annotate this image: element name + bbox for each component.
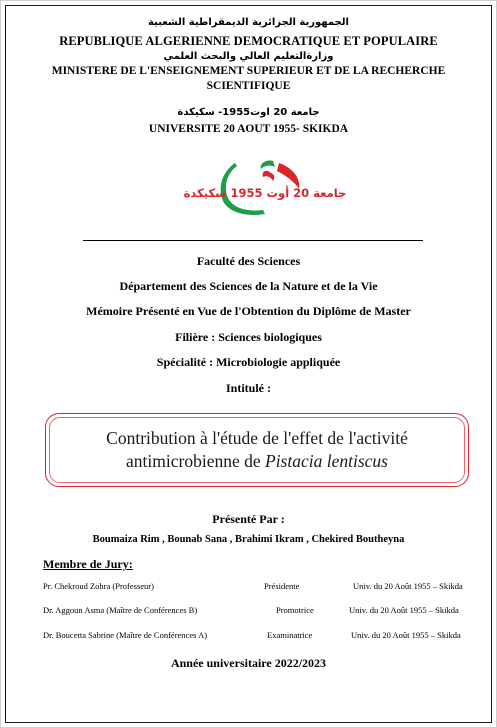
university-heading: UNIVERSITE 20 AOUT 1955- SKIKDA: [148, 123, 349, 135]
ministry-heading-line1: MINISTERE DE L'ENSEIGNEMENT SUPERIEUR ET DE LA RECHERCHE: [51, 65, 446, 77]
jury-row: [1, 630, 496, 644]
jury-member-role: Promotrice: [276, 605, 314, 615]
jury-member-affiliation: Univ. du 20 Août 1955 – Skikda: [349, 605, 459, 615]
presented-by-label: Présenté Par :: [212, 512, 285, 526]
jury-member-name: Pr. Chekroud Zohra (Professeur): [43, 581, 154, 591]
jury-row: [1, 581, 496, 595]
memoire-line: Mémoire Présenté en Vue de l'Obtention du Diplôme de Master: [86, 304, 411, 318]
ministry-heading-line2: SCIENTIFIQUE: [206, 80, 291, 92]
thesis-title: [49, 417, 465, 483]
thesis-title-line2-prefix: antimicrobienne de: [126, 451, 265, 471]
jury-member-affiliation: Univ. du 20 Août 1955 – Skikda: [351, 630, 461, 640]
thesis-title-box: [45, 413, 469, 487]
jury-member-role: Présidente: [264, 581, 300, 591]
academic-year: Année universitaire 2022/2023: [170, 656, 327, 670]
logo-green-leaf: [261, 160, 275, 169]
jury-title: Membre de Jury:: [43, 557, 133, 571]
jury-row: [1, 605, 496, 619]
arabic-university-heading: جامعة 20 اوت1955- سكيكدة: [177, 107, 320, 118]
republic-heading: REPUBLIQUE ALGERIENNE DEMOCRATIQUE ET POPULAIRE: [59, 34, 438, 48]
faculty-line: Faculté des Sciences: [196, 254, 301, 268]
header-divider: [83, 240, 423, 241]
thesis-title-species: Pistacia lentiscus: [265, 451, 388, 471]
authors-line: Boumaiza Rim , Bounab Sana , Brahimi Ikram , Chekired Boutheyna: [92, 534, 405, 545]
thesis-title-line1: Contribution à l'étude de l'effet de l'activité: [106, 428, 408, 448]
arabic-republic-heading: الجمهورية الجزائرية الديمقراطية الشعبية: [148, 17, 349, 28]
university-logo: [183, 157, 347, 219]
logo-text: جامعة 20 أوت 1955 سكيكدة: [183, 186, 347, 200]
logo-red-flame: [263, 171, 275, 181]
specialite-line: Spécialité : Microbiologie appliquée: [156, 355, 341, 369]
jury-member-affiliation: Univ. du 20 Août 1955 – Skikda: [353, 581, 463, 591]
jury-member-name: Dr. Aggoun Asma (Maître de Conférences B): [43, 605, 198, 615]
arabic-ministry-heading: وزارةالتعليم العالي والبحث العلمي: [163, 51, 334, 62]
jury-member-name: Dr. Boucetta Sabrine (Maître de Conférences A): [43, 630, 208, 640]
department-line: Département des Sciences de la Nature et de la Vie: [119, 279, 378, 293]
filiere-line: Filière : Sciences biologiques: [175, 330, 322, 344]
intitule-label: Intitulé :: [226, 381, 271, 395]
jury-member-role: Examinatrice: [267, 630, 313, 640]
thesis-title-line2: [126, 450, 388, 473]
